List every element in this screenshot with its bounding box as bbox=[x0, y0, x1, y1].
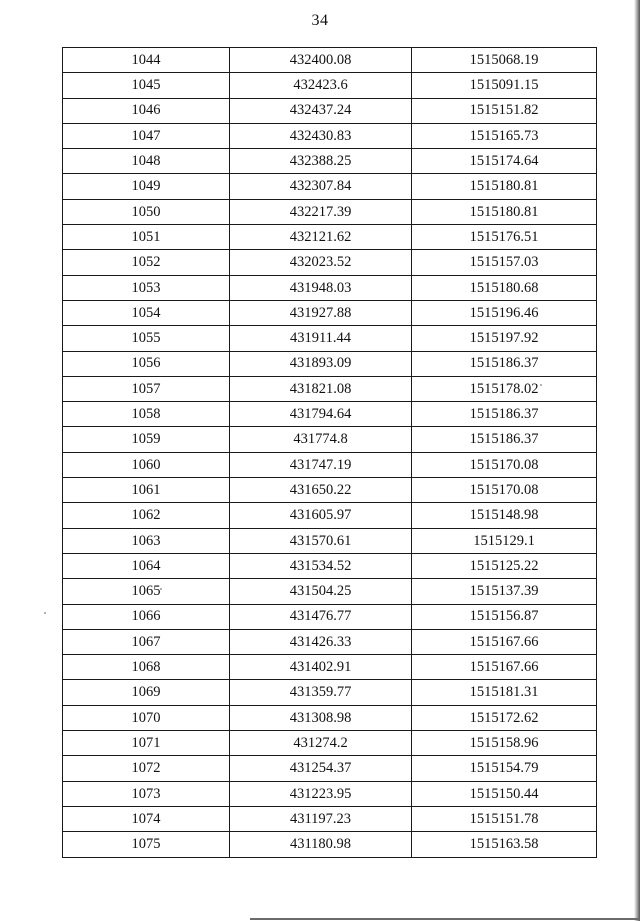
point-number-cell: 1064 bbox=[63, 553, 230, 578]
scan-bottom-edge bbox=[250, 918, 640, 920]
table-row bbox=[63, 376, 597, 401]
point-number-cell: 1070 bbox=[63, 705, 230, 730]
point-number-cell: 1045 bbox=[63, 73, 230, 98]
point-number-cell: 1056 bbox=[63, 351, 230, 376]
x-coordinate-cell: 431911.44 bbox=[230, 326, 412, 351]
y-coordinate-cell: 1515186.37 bbox=[412, 351, 597, 376]
point-number-cell: 1063 bbox=[63, 528, 230, 553]
y-coordinate-cell: 1515167.66 bbox=[412, 629, 597, 654]
y-coordinate-cell: 1515137.39 bbox=[412, 579, 597, 604]
x-coordinate-cell: 431254.37 bbox=[230, 756, 412, 781]
y-coordinate-cell: 1515129.1 bbox=[412, 528, 597, 553]
y-coordinate-cell: 1515170.08 bbox=[412, 478, 597, 503]
y-coordinate-cell: 1515197.92 bbox=[412, 326, 597, 351]
table-row bbox=[63, 806, 597, 831]
x-coordinate-cell: 431180.98 bbox=[230, 832, 412, 857]
x-coordinate-cell: 431927.88 bbox=[230, 300, 412, 325]
table-row bbox=[63, 680, 597, 705]
table-row bbox=[63, 731, 597, 756]
y-coordinate-cell: 1515186.37 bbox=[412, 427, 597, 452]
x-coordinate-cell: 431308.98 bbox=[230, 705, 412, 730]
point-number-cell: 1061 bbox=[63, 478, 230, 503]
point-number-cell: 1052 bbox=[63, 250, 230, 275]
point-number-cell: 1048 bbox=[63, 149, 230, 174]
x-coordinate-cell: 432400.08 bbox=[230, 48, 412, 73]
y-coordinate-cell: 1515125.22 bbox=[412, 553, 597, 578]
table-row bbox=[63, 705, 597, 730]
point-number-cell: 1065 bbox=[63, 579, 230, 604]
x-coordinate-cell: 431359.77 bbox=[230, 680, 412, 705]
table-row bbox=[63, 225, 597, 250]
table-row bbox=[63, 48, 597, 73]
table-row bbox=[63, 756, 597, 781]
y-coordinate-cell: 1515167.66 bbox=[412, 655, 597, 680]
y-coordinate-cell: 1515174.64 bbox=[412, 149, 597, 174]
coordinates-table bbox=[62, 47, 597, 858]
point-number-cell: 1047 bbox=[63, 123, 230, 148]
table-row bbox=[63, 427, 597, 452]
x-coordinate-cell: 432217.39 bbox=[230, 199, 412, 224]
table-row bbox=[63, 149, 597, 174]
table-row bbox=[63, 655, 597, 680]
point-number-cell: 1066 bbox=[63, 604, 230, 629]
x-coordinate-cell: 432388.25 bbox=[230, 149, 412, 174]
y-coordinate-cell: 1515157.03 bbox=[412, 250, 597, 275]
x-coordinate-cell: 431650.22 bbox=[230, 478, 412, 503]
point-number-cell: 1058 bbox=[63, 402, 230, 427]
point-number-cell: 1062 bbox=[63, 503, 230, 528]
y-coordinate-cell: 1515156.87 bbox=[412, 604, 597, 629]
y-coordinate-cell: 1515176.51 bbox=[412, 225, 597, 250]
table-row bbox=[63, 579, 597, 604]
x-coordinate-cell: 431893.09 bbox=[230, 351, 412, 376]
x-coordinate-cell: 431402.91 bbox=[230, 655, 412, 680]
page-number: 34 bbox=[311, 12, 329, 29]
table-row bbox=[63, 98, 597, 123]
y-coordinate-cell: 1515163.58 bbox=[412, 832, 597, 857]
point-number-cell: 1051 bbox=[63, 225, 230, 250]
point-number-cell: 1059 bbox=[63, 427, 230, 452]
point-number-cell: 1073 bbox=[63, 781, 230, 806]
table-row bbox=[63, 73, 597, 98]
y-coordinate-cell: 1515150.44 bbox=[412, 781, 597, 806]
table-row bbox=[63, 781, 597, 806]
x-coordinate-cell: 431570.61 bbox=[230, 528, 412, 553]
x-coordinate-cell: 431747.19 bbox=[230, 452, 412, 477]
x-coordinate-cell: 431197.23 bbox=[230, 806, 412, 831]
point-number-cell: 1068 bbox=[63, 655, 230, 680]
table-row bbox=[63, 452, 597, 477]
y-coordinate-cell: 1515151.78 bbox=[412, 806, 597, 831]
y-coordinate-cell: 1515172.62 bbox=[412, 705, 597, 730]
x-coordinate-cell: 431534.52 bbox=[230, 553, 412, 578]
y-coordinate-cell: 1515181.31 bbox=[412, 680, 597, 705]
point-number-cell: 1069 bbox=[63, 680, 230, 705]
y-coordinate-cell: 1515196.46 bbox=[412, 300, 597, 325]
table-row bbox=[63, 832, 597, 857]
x-coordinate-cell: 432307.84 bbox=[230, 174, 412, 199]
y-coordinate-cell: 1515165.73 bbox=[412, 123, 597, 148]
x-coordinate-cell: 432437.24 bbox=[230, 98, 412, 123]
y-coordinate-cell: 1515180.68 bbox=[412, 275, 597, 300]
table-row bbox=[63, 275, 597, 300]
x-coordinate-cell: 432023.52 bbox=[230, 250, 412, 275]
x-coordinate-cell: 431476.77 bbox=[230, 604, 412, 629]
point-number-cell: 1057 bbox=[63, 376, 230, 401]
point-number-cell: 1072 bbox=[63, 756, 230, 781]
table-row bbox=[63, 629, 597, 654]
scan-edge-shadow bbox=[634, 0, 640, 921]
y-coordinate-cell: 1515170.08 bbox=[412, 452, 597, 477]
x-coordinate-cell: 431821.08 bbox=[230, 376, 412, 401]
table-row bbox=[63, 604, 597, 629]
point-number-cell: 1060 bbox=[63, 452, 230, 477]
x-coordinate-cell: 431223.95 bbox=[230, 781, 412, 806]
x-coordinate-cell: 431274.2 bbox=[230, 731, 412, 756]
y-coordinate-cell: 1515148.98 bbox=[412, 503, 597, 528]
x-coordinate-cell: 432430.83 bbox=[230, 123, 412, 148]
point-number-cell: 1055 bbox=[63, 326, 230, 351]
table-row bbox=[63, 300, 597, 325]
table-row bbox=[63, 174, 597, 199]
y-coordinate-cell: 1515158.96 bbox=[412, 731, 597, 756]
x-coordinate-cell: 431605.97 bbox=[230, 503, 412, 528]
point-number-cell: 1071 bbox=[63, 731, 230, 756]
table-row bbox=[63, 402, 597, 427]
point-number-cell: 1075 bbox=[63, 832, 230, 857]
point-number-cell: 1054 bbox=[63, 300, 230, 325]
y-coordinate-cell: 1515068.19 bbox=[412, 48, 597, 73]
scan-speck bbox=[44, 612, 46, 614]
table-row bbox=[63, 250, 597, 275]
scan-speck bbox=[540, 384, 542, 386]
point-number-cell: 1074 bbox=[63, 806, 230, 831]
y-coordinate-cell: 1515091.15 bbox=[412, 73, 597, 98]
x-coordinate-cell: 432423.6 bbox=[230, 73, 412, 98]
point-number-cell: 1049 bbox=[63, 174, 230, 199]
table-row bbox=[63, 351, 597, 376]
table-row bbox=[63, 326, 597, 351]
y-coordinate-cell: 1515186.37 bbox=[412, 402, 597, 427]
x-coordinate-cell: 431948.03 bbox=[230, 275, 412, 300]
table-row bbox=[63, 478, 597, 503]
table-row bbox=[63, 553, 597, 578]
y-coordinate-cell: 1515151.82 bbox=[412, 98, 597, 123]
point-number-cell: 1067 bbox=[63, 629, 230, 654]
scan-speck bbox=[160, 588, 162, 590]
table-row bbox=[63, 503, 597, 528]
table-row bbox=[63, 199, 597, 224]
x-coordinate-cell: 431794.64 bbox=[230, 402, 412, 427]
y-coordinate-cell: 1515178.02 bbox=[412, 376, 597, 401]
y-coordinate-cell: 1515180.81 bbox=[412, 174, 597, 199]
point-number-cell: 1046 bbox=[63, 98, 230, 123]
x-coordinate-cell: 431426.33 bbox=[230, 629, 412, 654]
point-number-cell: 1053 bbox=[63, 275, 230, 300]
table-row bbox=[63, 528, 597, 553]
table-row bbox=[63, 123, 597, 148]
x-coordinate-cell: 432121.62 bbox=[230, 225, 412, 250]
y-coordinate-cell: 1515180.81 bbox=[412, 199, 597, 224]
x-coordinate-cell: 431504.25 bbox=[230, 579, 412, 604]
point-number-cell: 1044 bbox=[63, 48, 230, 73]
y-coordinate-cell: 1515154.79 bbox=[412, 756, 597, 781]
coordinates-table-body bbox=[63, 48, 597, 858]
x-coordinate-cell: 431774.8 bbox=[230, 427, 412, 452]
point-number-cell: 1050 bbox=[63, 199, 230, 224]
